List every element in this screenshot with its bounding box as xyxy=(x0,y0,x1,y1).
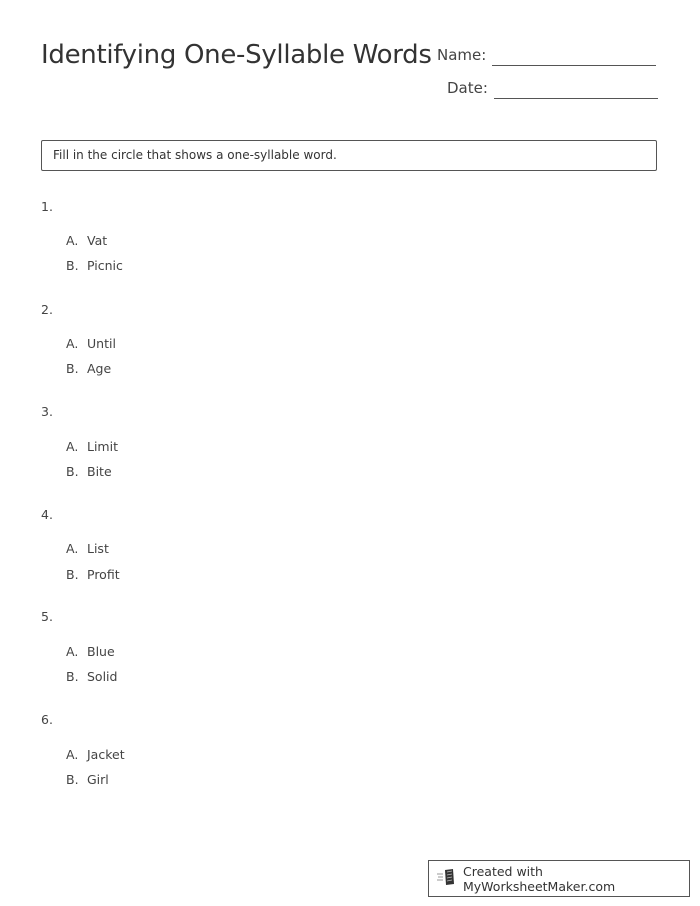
answer-option xyxy=(66,336,116,351)
option-text: Blue xyxy=(87,644,115,659)
answer-option xyxy=(66,258,123,273)
option-text: Until xyxy=(87,336,116,351)
option-text: Bite xyxy=(87,464,112,479)
worksheet-maker-logo-icon xyxy=(437,868,463,889)
answer-option xyxy=(66,772,109,787)
option-letter: B. xyxy=(66,567,79,582)
date-label: Date: xyxy=(447,79,488,97)
date-blank-line xyxy=(494,97,658,99)
instructions-box: Fill in the circle that shows a one-syllable word. xyxy=(41,140,657,171)
option-letter: A. xyxy=(66,233,79,248)
option-text: Vat xyxy=(87,233,108,248)
answer-option xyxy=(66,567,120,582)
option-letter: B. xyxy=(66,772,79,787)
question-number: 1. xyxy=(41,199,53,214)
name-field xyxy=(437,46,656,64)
option-text: Picnic xyxy=(87,258,123,273)
name-label: Name: xyxy=(437,46,487,64)
option-letter: B. xyxy=(66,669,79,684)
option-letter: B. xyxy=(66,464,79,479)
option-text: Girl xyxy=(87,772,109,787)
answer-option xyxy=(66,464,112,479)
option-text: Jacket xyxy=(87,747,125,762)
question-number: 6. xyxy=(41,712,53,727)
question-number: 5. xyxy=(41,609,53,624)
page-title: Identifying One-Syllable Words xyxy=(41,40,432,70)
answer-option xyxy=(66,233,107,248)
date-field xyxy=(447,79,658,97)
option-letter: B. xyxy=(66,361,79,376)
footer-credit-badge xyxy=(428,860,690,897)
option-letter: A. xyxy=(66,439,79,454)
option-letter: A. xyxy=(66,541,79,556)
option-text: Limit xyxy=(87,439,118,454)
option-text: List xyxy=(87,541,109,556)
question-number: 2. xyxy=(41,302,53,317)
option-text: Solid xyxy=(87,669,118,684)
answer-option xyxy=(66,541,109,556)
option-letter: B. xyxy=(66,258,79,273)
option-text: Profit xyxy=(87,567,120,582)
option-text: Age xyxy=(87,361,112,376)
answer-option xyxy=(66,439,118,454)
option-letter: A. xyxy=(66,747,79,762)
answer-option xyxy=(66,361,111,376)
name-blank-line xyxy=(492,64,656,66)
question-number: 4. xyxy=(41,507,53,522)
answer-option xyxy=(66,669,117,684)
answer-option xyxy=(66,747,125,762)
question-number: 3. xyxy=(41,404,53,419)
answer-option xyxy=(66,644,115,659)
option-letter: A. xyxy=(66,644,79,659)
option-letter: A. xyxy=(66,336,79,351)
footer-text: Created with MyWorksheetMaker.com xyxy=(463,863,616,894)
